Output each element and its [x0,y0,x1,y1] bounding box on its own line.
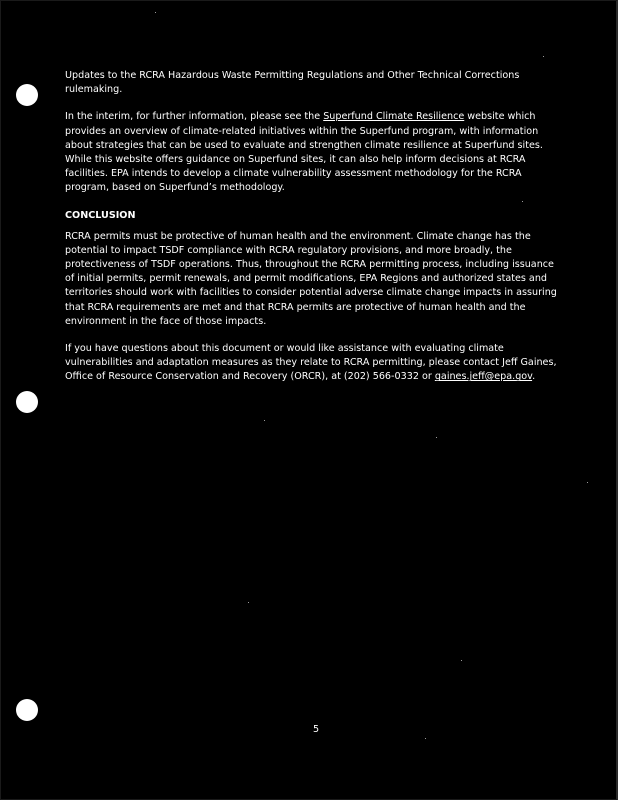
punch-hole-bottom [16,699,38,721]
scan-speck [587,482,588,483]
contact-email-link[interactable]: gaines.jeff@epa.gov [434,371,533,383]
paragraph-interim-text-end: website which provides an overview of climate-related initiatives within the Superfund program, with information about strategies that can be used to evaluate and strengthen climate resilience at Superfund sites. While this website offers guidance on Superfund sites, it can also help inform decisions at RCRA facilities. EPA intends to develop a climate vulnerability assessment methodology for the RCRA program, based on Superfund’s methodology. [65,111,543,194]
paragraph-interim-text-start: In the interim, for further information, please see the [65,111,324,123]
scan-speck [436,437,437,438]
paragraph-contact-text-start: If you have questions about this document or would like assistance with evaluating climate vulnerabilities and adaptation measures as they relate to RCRA permitting, please contact Jeff Gaines, Office of Resource Conservation and Recovery (ORCR), at (202) 566-0332 or [65,343,557,383]
paragraph-rulemaking [65,69,565,97]
paragraph-conclusion-text: RCRA permits must be protective of human health and the environment. Climate change has the potential to impact TSDF compliance with RCRA regulatory provisions, and more broadly, the protectiveness of TSDF operations. Thus, throughout the RCRA permitting process, including issuance of initial permits, permit renewals, and permit modifications, EPA Regions and authorized states and territories should work with facilities to consider potential adverse climate change impacts in assuring that RCRA requirements are met and that RCRA permits are protective of human health and the environment in the face of those impacts. [65,230,557,327]
paragraph-interim [65,110,565,195]
scan-speck [155,12,156,13]
paragraph-contact [65,342,565,385]
punch-hole-top [16,84,38,106]
paragraph-contact-text-end: . [532,371,536,383]
superfund-climate-resilience-link[interactable]: Superfund Climate Resilience [323,111,465,123]
page-number: 5 [312,724,320,735]
paragraph-rulemaking-text: Updates to the RCRA Hazardous Waste Permitting Regulations and Other Technical Corrections rulemaking. [65,70,520,96]
scan-speck [264,420,265,421]
paragraph-conclusion [65,230,565,329]
scan-speck [461,660,462,661]
scan-speck [248,602,249,603]
scan-speck [543,56,544,57]
scan-speck [425,738,426,739]
punch-hole-middle [16,391,38,413]
conclusion-heading: CONCLUSION [65,209,136,221]
scan-speck [522,201,523,202]
document-body [65,69,565,398]
